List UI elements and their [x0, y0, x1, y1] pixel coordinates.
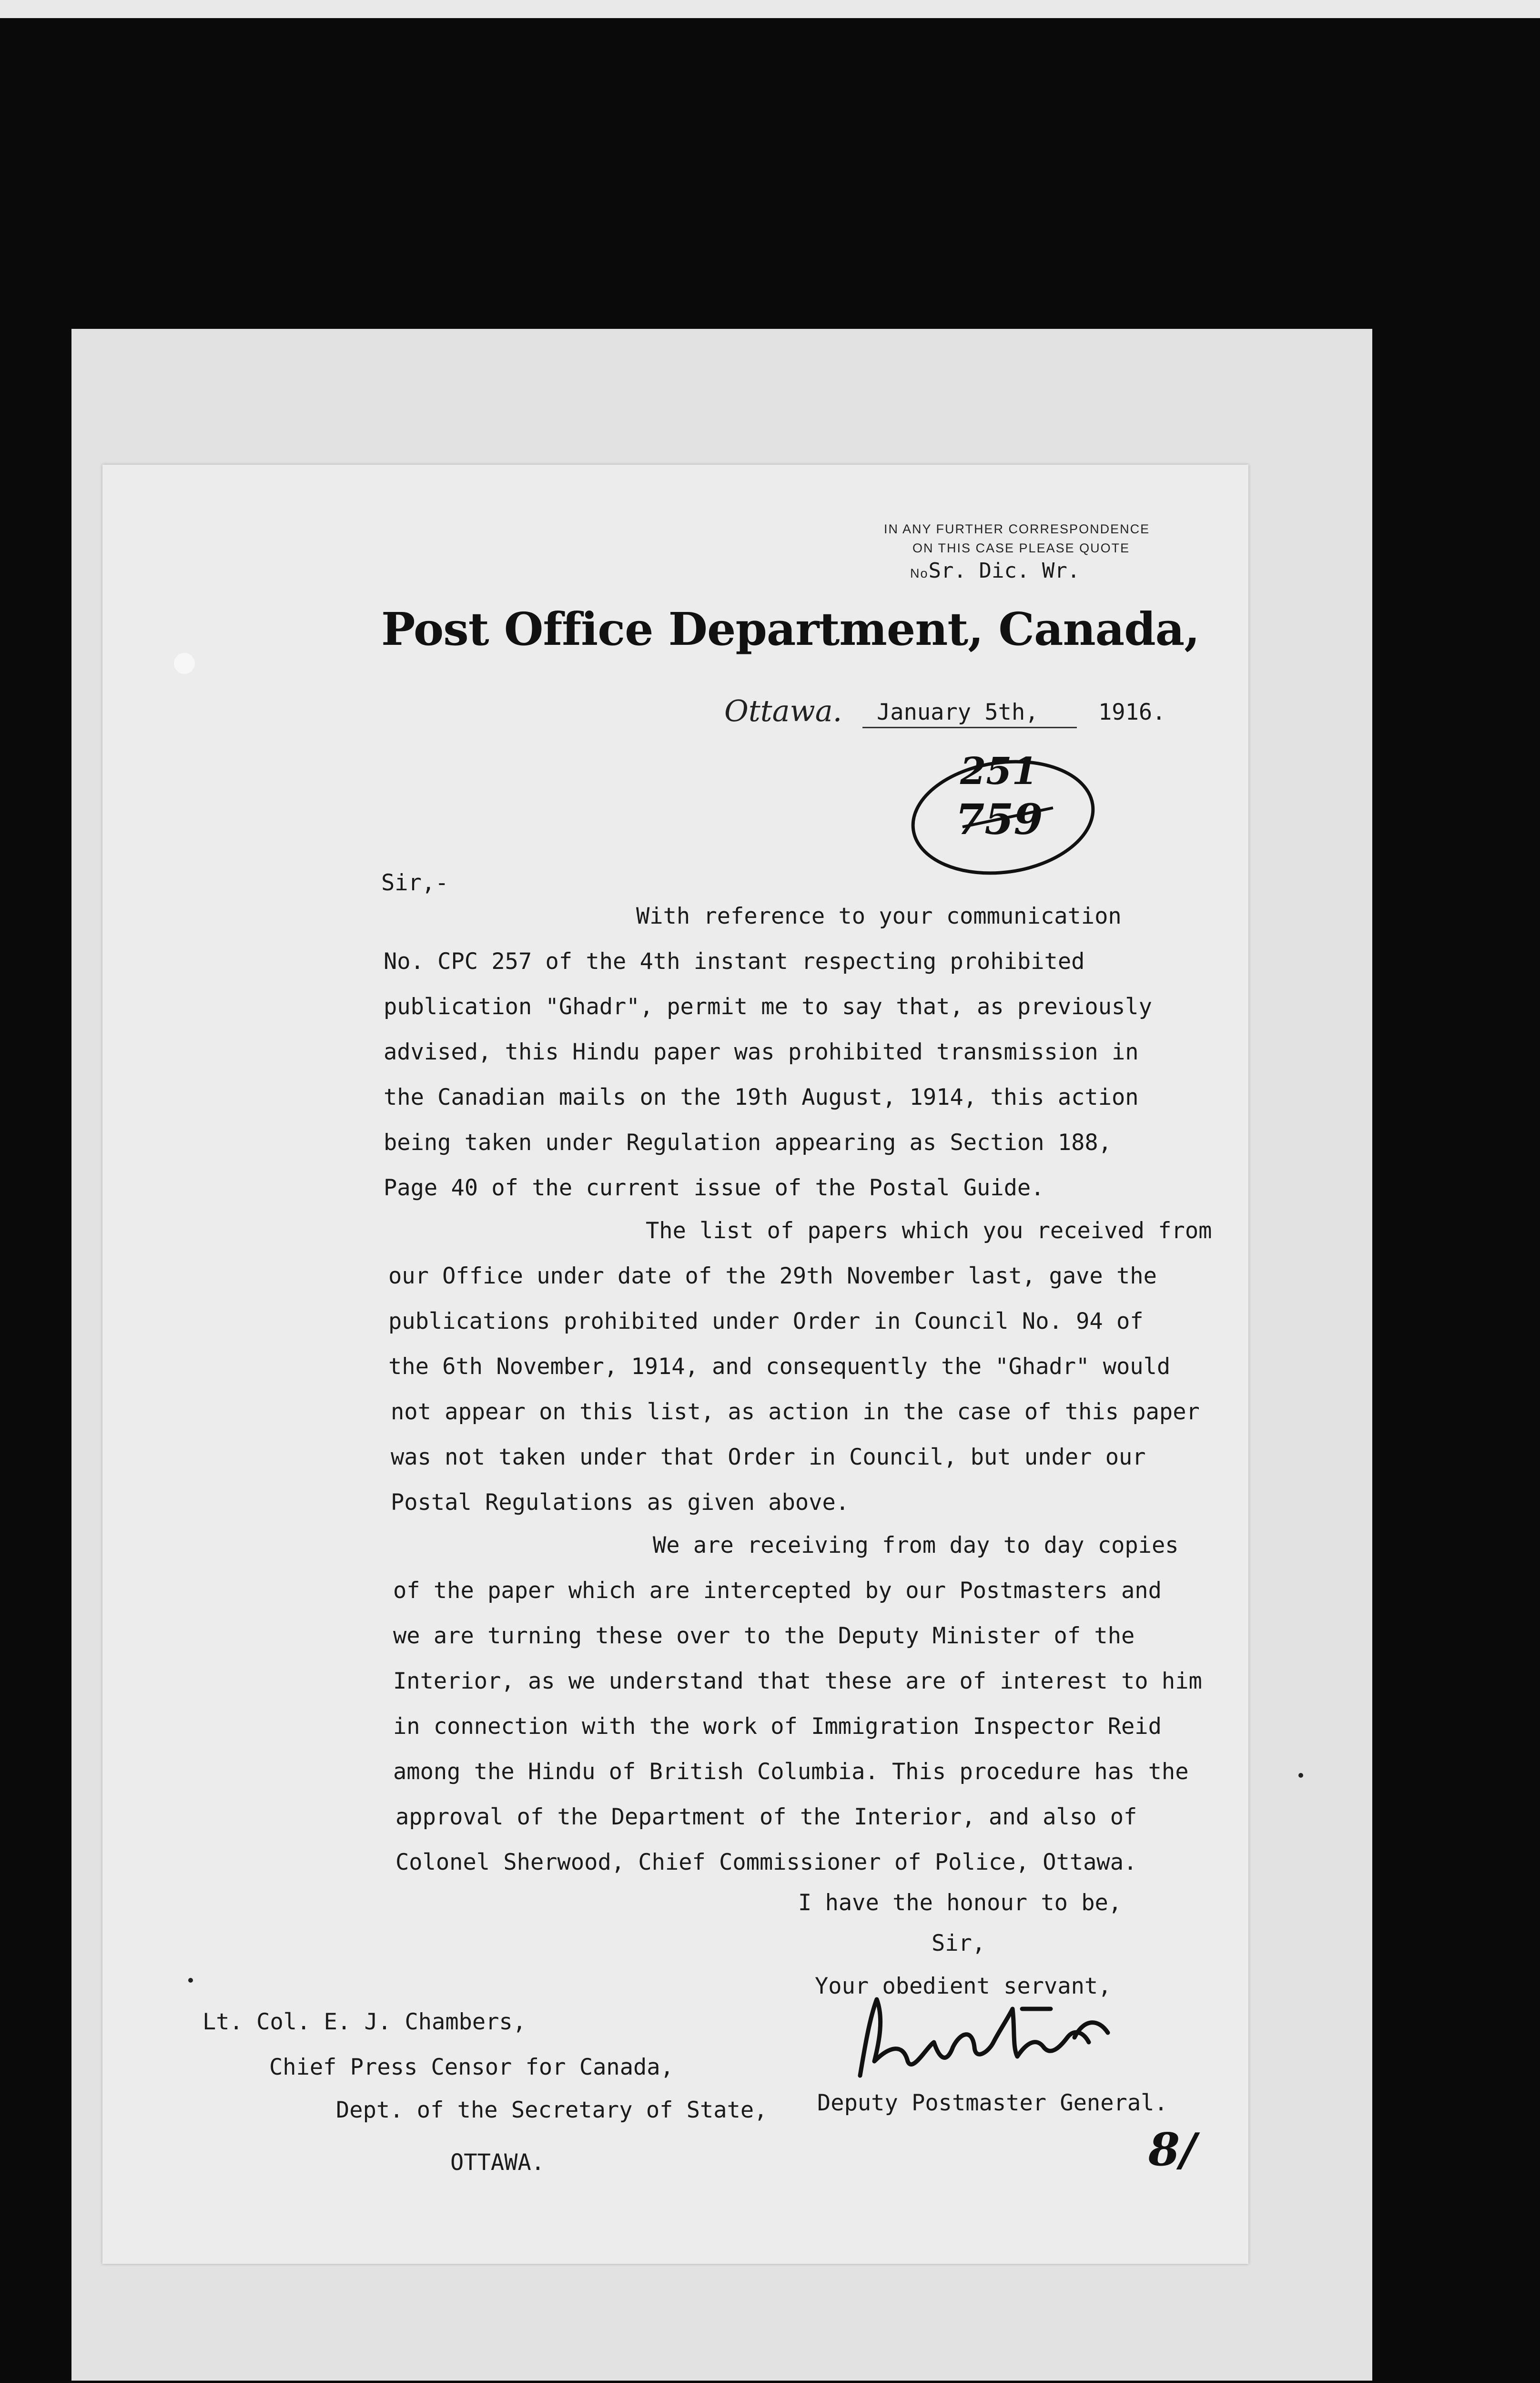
date-underline [862, 727, 1077, 728]
reference-number [910, 559, 1080, 583]
addressee-line: Dept. of the Secretary of State, [336, 2097, 768, 2123]
closing-line-1: I have the honour to be, [798, 1890, 1122, 1916]
signature [851, 1990, 1117, 2085]
salutation: Sir,- [381, 870, 449, 896]
paragraph-3-line: we are turning these over to the Deputy Minister of the [393, 1623, 1135, 1649]
letter-date: January 5th, [877, 699, 1039, 725]
paragraph-2-line: Postal Regulations as given above. [391, 1489, 850, 1516]
paragraph-1-line: publication "Ghadr", permit me to say that, as previously [384, 994, 1152, 1020]
closing-line-3: Your obedient servant, [815, 1973, 1112, 1999]
dust-speck [1298, 1773, 1303, 1778]
page-mark: 8/ [1148, 2123, 1196, 2176]
paragraph-3-line: Colonel Sherwood, Chief Commissioner of Police, Ottawa. [395, 1849, 1137, 1875]
paragraph-3-line: among the Hindu of British Columbia. This procedure has the [393, 1759, 1189, 1785]
dust-speck [188, 1978, 193, 1983]
paragraph-1-line: No. CPC 257 of the 4th instant respecting prohibited [384, 948, 1085, 975]
paragraph-2-line: publications prohibited under Order in Council No. 94 of [388, 1308, 1144, 1334]
letter-year: 1916. [1098, 699, 1166, 725]
letterhead-title: Post Office Department, Canada, [381, 603, 1200, 656]
reference-no-value: Sr. Dic. Wr. [928, 559, 1080, 583]
paragraph-2-line: not appear on this list, as action in the case of this paper [391, 1399, 1200, 1425]
paragraph-2-line: our Office under date of the 29th November last, gave the [388, 1263, 1157, 1289]
paragraph-3-line: approval of the Department of the Interior, and also of [395, 1804, 1137, 1830]
scan-top-strip [0, 0, 1540, 18]
paragraph-3-line: in connection with the work of Immigration Inspector Reid [393, 1713, 1162, 1740]
closing-line-2: Sir, [932, 1930, 986, 1956]
paragraph-3-line: Interior, as we understand that these are of interest to him [393, 1668, 1202, 1694]
letter-page [102, 465, 1248, 2264]
paragraph-3-line: We are receiving from day to day copies [653, 1532, 1179, 1558]
paragraph-2-line: was not taken under that Order in Council, but under our [391, 1444, 1146, 1470]
reference-no-prefix: No [910, 566, 929, 580]
paragraph-3-line: of the paper which are intercepted by our Postmasters and [393, 1578, 1162, 1604]
paragraph-1-line: the Canadian mails on the 19th August, 1914, this action [384, 1084, 1139, 1110]
annotation-top-number: 251 [960, 750, 1038, 793]
addressee-line: Lt. Col. E. J. Chambers, [203, 2009, 527, 2035]
punch-hole [174, 653, 195, 674]
paragraph-2-line: the 6th November, 1914, and consequently the "Ghadr" would [388, 1354, 1171, 1380]
reference-line-2: ON THIS CASE PLEASE QUOTE [912, 541, 1130, 555]
paragraph-1-line: advised, this Hindu paper was prohibited transmission in [384, 1039, 1139, 1065]
paragraph-2-line: The list of papers which you received from [646, 1218, 1212, 1244]
handwritten-annotation [905, 736, 1105, 879]
letter-city: Ottawa. [724, 693, 842, 728]
paragraph-1-line: Page 40 of the current issue of the Postal Guide. [384, 1175, 1044, 1201]
paragraph-1-line: With reference to your communication [636, 903, 1122, 929]
paragraph-1-line: being taken under Regulation appearing as Section 188, [384, 1130, 1112, 1156]
reference-line-1: IN ANY FURTHER CORRESPONDENCE [884, 522, 1150, 536]
signatory-title: Deputy Postmaster General. [817, 2090, 1168, 2116]
addressee-line: OTTAWA. [450, 2149, 545, 2176]
addressee-line: Chief Press Censor for Canada, [269, 2054, 674, 2080]
annotation-circled-number: 759 [955, 794, 1043, 844]
